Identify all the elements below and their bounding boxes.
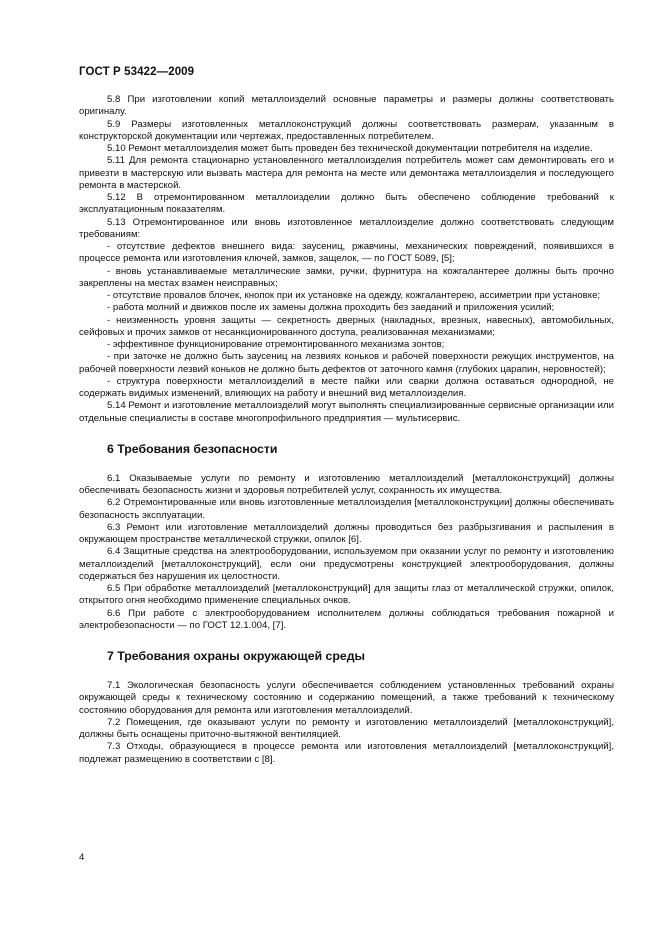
document-header: ГОСТ Р 53422—2009 [79, 66, 195, 78]
requirement-item: - отсутствие дефектов внешнего вида: заусениц, ржавчины, механических повреждений, появившихся в процессе ремонта или изготовления ключей, замков, защелок, — по ГОСТ 5089, [5]; [79, 241, 614, 265]
requirement-item: - при заточке не должно быть заусениц на лезвиях коньков и рабочей поверхности режущих инструментов, на рабочей поверхности лезвий коньков не должно быть дефектов от заточного камня (глубоких царапин, неровностей); [79, 351, 614, 375]
clause-6-1: 6.1 Оказываемые услуги по ремонту и изготовлению металлоизделий [металлоконструкций] должны обеспечивать безопасность жизни и здоровья потребителей услуг, сохранность их имущества. [79, 472, 614, 496]
page-content [79, 94, 614, 766]
section-6 [79, 473, 614, 632]
clause-6-4: 6.4 Защитные средства на электрооборудовании, используемом при оказании услуг по ремонту и изготовлению металлоизделий [металлоконструкций], если они предусмотрены конструкцией электрооборудования, должны содержаться без нарушения их целостности. [79, 546, 614, 582]
requirement-item: - работа молний и движков после их замены должна проходить без заеданий и приложения усилий; [107, 302, 555, 314]
clause-6-5: 6.5 При обработке металлоизделий [металлоконструкций] для защиты глаз от металлической стружки, опилок, открытого огня необходимо применение специальных очков. [79, 583, 614, 607]
requirement-item: - вновь устанавливаемые металлические замки, ручки, фурнитура на кожгалантерее должны быть прочно закреплены на местах взамен неисправных; [79, 265, 614, 289]
section-5-continuation [79, 94, 614, 425]
clause-7-1: 7.1 Экологическая безопасность услуги обеспечивается соблюдением установленных требований охраны окружающей среды к техническому состоянию и содержанию помещений, а также требований к техническому состоянию оборудования для ремонта или изготовления металлоизделий. [79, 680, 614, 716]
clause-5-8: 5.8 При изготовлении копий металлоизделий основные параметры и размеры должны соответствовать оригиналу. [79, 94, 614, 118]
clause-7-3: 7.3 Отходы, образующиеся в процессе ремонта или изготовления металлоизделий [металлоконструкций], подлежат размещению в соответствии с [8]. [79, 741, 614, 765]
section-6-heading: 6 Требования безопасности [107, 441, 278, 456]
clause-5-13: 5.13 Отремонтированное или вновь изготовленное металлоизделие должно соответствовать следующим требованиям: [79, 216, 614, 240]
section-7 [79, 680, 614, 766]
clause-5-10: 5.10 Ремонт металлоизделия может быть проведен без технической документации потребителя на изделие. [107, 143, 593, 154]
clause-5-12: 5.12 В отремонтированном металлоизделии должно быть обеспечено соблюдение требований к эксплуатационным показателям. [79, 192, 614, 216]
clause-6-6: 6.6 При работе с электрооборудованием исполнителем должны соблюдаться требования пожарной и электробезопасности — по ГОСТ 12.1.004, [7]. [79, 607, 614, 631]
clause-5-11: 5.11 Для ремонта стационарно установленного металлоизделия потребитель может сам демонтировать его и привезти в мастерскую или вызвать мастера для ремонта на месте или демонтажа металлоизделия и последующего ремонта в мастерской. [79, 155, 614, 191]
page-number: 4 [79, 852, 85, 863]
requirement-item: - структура поверхности металлоизделий в месте пайки или сварки должна оставаться однородной, не содержать видимых изменений, влияющих на работу и внешний вид металлоизделия. [79, 375, 614, 399]
clause-5-9: 5.9 Размеры изготовленных металлоконструкций должны соответствовать размерам, указанным в конструкторской документации или чертежах, предоставленных потребителем. [79, 118, 614, 142]
clause-6-2: 6.2 Отремонтированные или вновь изготовленные металлоизделия [металлоконструкции] должны обеспечивать безопасность эксплуатации. [79, 497, 614, 521]
requirement-item: - эффективное функционирование отремонтированного механизма зонтов; [107, 339, 445, 350]
clause-5-14: 5.14 Ремонт и изготовление металлоизделий могут выполнять специализированные сервисные организации или отдельные специалисты в составе многопрофильного предприятия — мультисервис. [79, 400, 614, 424]
clause-7-2: 7.2 Помещения, где оказывают услуги по ремонту и изготовлению металлоизделий [металлоконструкций], должны быть оснащены приточно-вытяжной вентиляцией. [79, 716, 614, 740]
clause-6-3: 6.3 Ремонт или изготовление металлоизделий должны проводиться без разбрызгивания и распыления в окружающем пространстве металлической стружки, опилок [6]. [79, 521, 614, 545]
requirement-item: - отсутствие провалов блочек, кнопок при их установке на одежду, кожгалантерею, ассиметрии при установке; [107, 290, 601, 301]
requirement-item: - неизменность уровня защиты — секретность дверных (накладных, врезных, навесных), автомобильных, сейфовых и прочих замков от несанкционированного доступа, реализованная механизмами; [79, 314, 614, 338]
section-7-heading: 7 Требования охраны окружающей среды [107, 649, 366, 663]
